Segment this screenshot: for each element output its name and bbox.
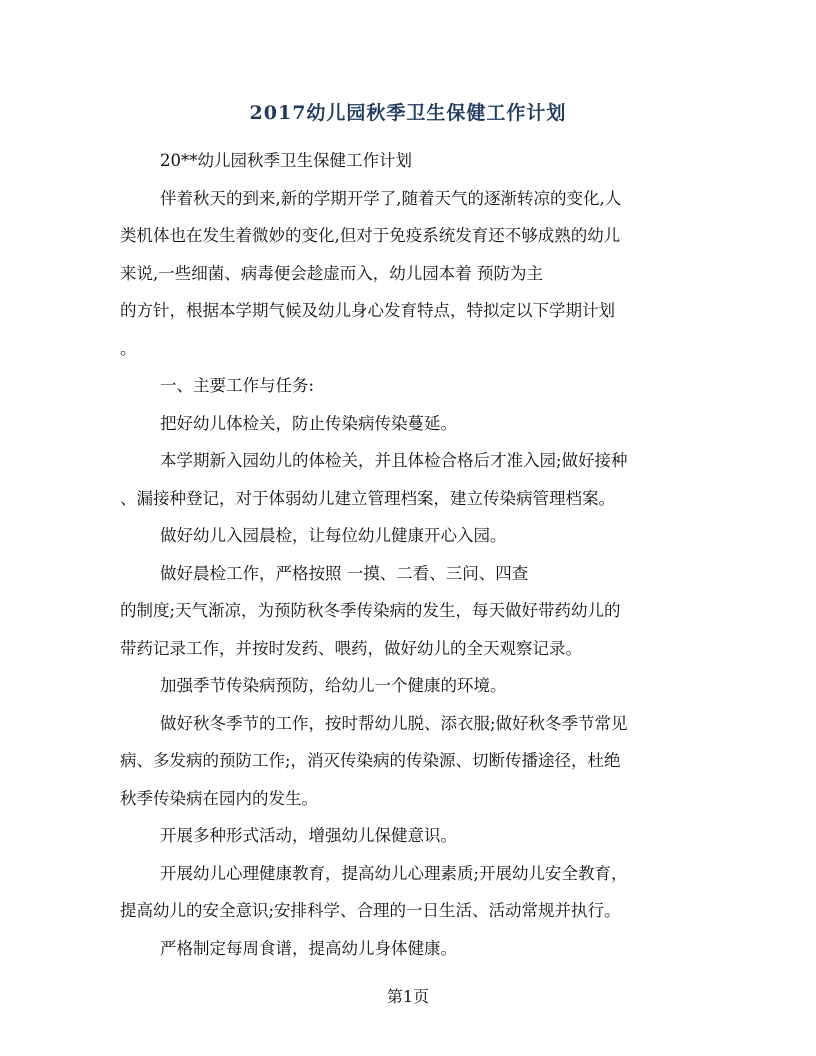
body-line: 来说,一些细菌、病毒便会趁虚而入，幼儿园本着 预防为主	[120, 263, 543, 283]
body-line: 把好幼儿体检关，防止传染病传染蔓延。	[160, 413, 457, 433]
body-line: 一、主要工作与任务:	[160, 376, 315, 395]
body-line: 伴着秋天的到来,新的学期开学了,随着天气的逐渐转凉的变化,人	[160, 188, 622, 208]
body-line: 秋季传染病在园内的发生。	[120, 788, 318, 808]
body-line: 的方针，根据本学期气候及幼儿身心发育特点，特拟定以下学期计划	[120, 301, 615, 320]
body-line: 本学期新入园幼儿的体检关，并且体检合格后才准入园;做好接种	[160, 451, 628, 470]
body-line: 20**幼儿园秋季卫生保健工作计划	[160, 151, 412, 170]
body-line: 做好晨检工作，严格按照 一摸、二看、三问、四查	[160, 563, 529, 583]
body-line: 做好幼儿入园晨检，让每位幼儿健康开心入园。	[160, 526, 507, 545]
document-body	[120, 142, 696, 967]
body-line: 加强季节传染病预防，给幼儿一个健康的环境。	[160, 676, 507, 695]
body-line: 严格制定每周食谱，提高幼儿身体健康。	[160, 938, 457, 958]
body-line: 带药记录工作，并按时发药、喂药，做好幼儿的全天观察记录。	[120, 638, 582, 658]
page-number: 第1页	[386, 987, 430, 1006]
body-line: 开展多种形式活动，增强幼儿保健意识。	[160, 826, 457, 845]
document-title: 2017幼儿园秋季卫生保健工作计划	[249, 102, 567, 124]
body-line: 、漏接种登记，对于体弱幼儿建立管理档案，建立传染病管理档案。	[120, 488, 615, 508]
body-line: 的制度;天气渐凉，为预防秋冬季传染病的发生，每天做好带药幼儿的	[120, 601, 621, 620]
body-line: 病、多发病的预防工作;，消灭传染病的传染源、切断传播途径，杜绝	[120, 751, 621, 770]
body-line: 做好秋冬季节的工作，按时帮幼儿脱、添衣服;做好秋冬季节常见	[160, 713, 628, 733]
body-line: 提高幼儿的安全意识;安排科学、合理的一日生活、活动常规并执行。	[120, 901, 621, 920]
body-line: 开展幼儿心理健康教育，提高幼儿心理素质;开展幼儿安全教育，	[160, 863, 628, 883]
body-line: 。	[120, 338, 137, 358]
body-line: 类机体也在发生着微妙的变化,但对于免疫系统发育还不够成熟的幼儿	[120, 226, 621, 245]
